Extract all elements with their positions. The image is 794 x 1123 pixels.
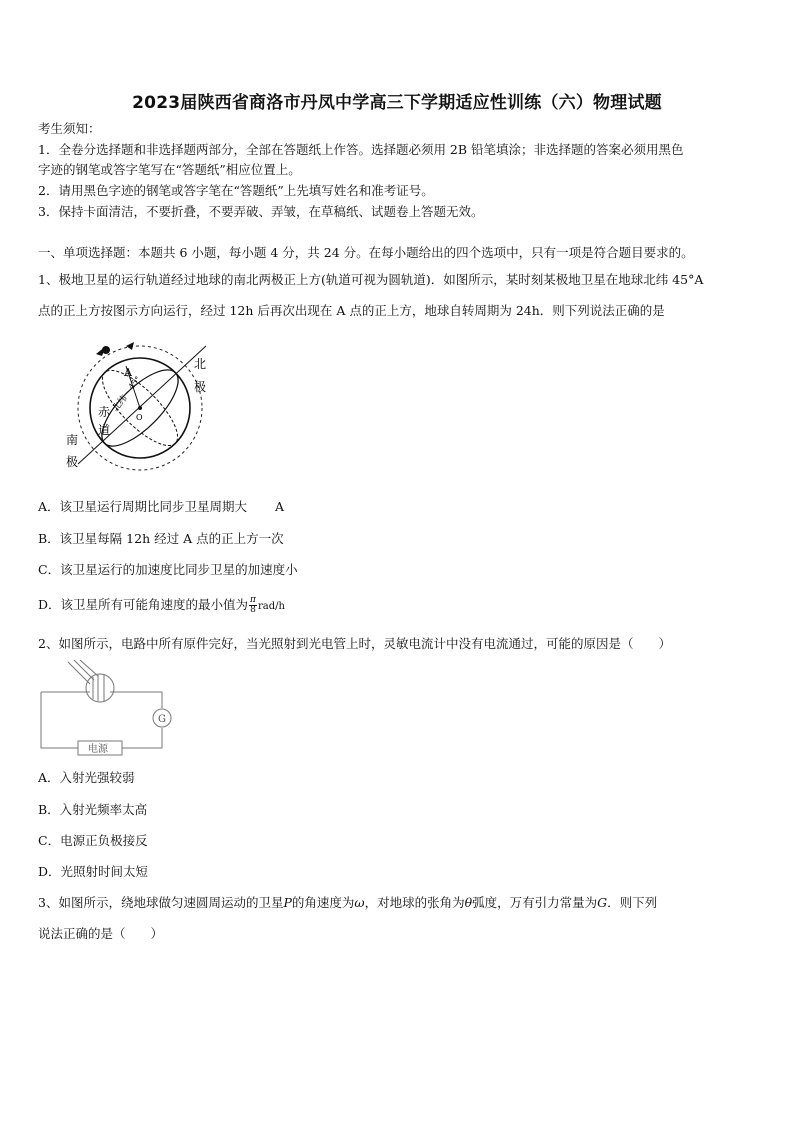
notice-item-1: 1．全卷分选择题和非选择题两部分，全部在答题纸上作答。选择题必须用 2B 铅笔填涂；非选择题的答案必须用黑色 bbox=[38, 142, 684, 157]
pi-over-8-fraction bbox=[249, 596, 257, 615]
page-title: 2023届陕西省商洛市丹凤中学高三下学期适应性训练（六）物理试题 bbox=[132, 93, 662, 113]
q3-stem-part-d: 弧度，万有引力常量为 bbox=[472, 895, 598, 910]
q3-stem-line1 bbox=[38, 895, 657, 911]
q3-stem-part-b: 的角速度为 bbox=[291, 895, 355, 910]
label-45: 45° bbox=[126, 374, 143, 392]
label-a: A bbox=[124, 366, 132, 379]
label-south-1: 南 bbox=[66, 433, 79, 447]
earth-rotation-arrow bbox=[126, 342, 134, 350]
symbol-omega: ω bbox=[354, 895, 365, 910]
notice-item-1-cont: 字迹的钢笔或答字笔写在“答题纸”相应位置上。 bbox=[38, 162, 301, 177]
notice-item-2: 2．请用黑色字迹的钢笔或答字笔在“答题纸”上先填写姓名和准考证号。 bbox=[38, 183, 434, 198]
phototube-circle bbox=[86, 674, 114, 702]
earth-center bbox=[138, 406, 142, 410]
polar-orbit-figure bbox=[56, 336, 222, 474]
wire-left bbox=[41, 692, 78, 748]
label-chi: 赤 bbox=[98, 405, 111, 419]
label-dao: 道 bbox=[98, 423, 111, 437]
q2-option-d: D．光照射时间太短 bbox=[38, 864, 149, 879]
symbol-g: G bbox=[597, 895, 608, 910]
q1-option-a bbox=[38, 499, 284, 515]
wire-right bbox=[122, 728, 162, 748]
notice-heading: 考生须知： bbox=[38, 121, 101, 136]
photoelectric-circuit-figure bbox=[38, 660, 176, 756]
q2-stem: 2、如图所示，电路中所有原件完好，当光照射到光电管上时，灵敏电流计中没有电流通过，可能的原因是（ ） bbox=[38, 636, 671, 651]
symbol-theta: θ bbox=[464, 895, 473, 910]
label-beiwei: 北纬 bbox=[110, 393, 130, 414]
wire-top-right bbox=[110, 692, 162, 708]
section-heading: 一、单项选择题：本题共 6 小题，每小题 4 分，共 24 分。在每小题给出的四个选项中，只有一项是符合题目要求的。 bbox=[38, 245, 694, 260]
q1-stem-line2: 点的正上方按图示方向运行，经过 12h 后再次出现在 A 点的正上方，地球自转周期为 24h．则下列说法正确的是 bbox=[38, 303, 665, 318]
label-north-1: 北 bbox=[194, 357, 207, 371]
symbol-p: P bbox=[283, 895, 292, 910]
unit-rad-per-hour: rad/h bbox=[257, 601, 285, 612]
q3-stem-part-c: ，对地球的张角为 bbox=[364, 895, 465, 910]
q1-option-d bbox=[38, 596, 285, 615]
q2-option-b: B．入射光频率太高 bbox=[38, 802, 148, 817]
source-label: 电源 bbox=[88, 744, 108, 755]
notice-item-3: 3．保持卡面清洁，不要折叠，不要弄破、弄皱，在草稿纸、试题卷上答题无效。 bbox=[38, 204, 484, 219]
galvanometer-label: G bbox=[158, 714, 166, 725]
q1-option-a-text: A．该卫星运行周期比同步卫星周期大 bbox=[38, 499, 248, 514]
label-o: O bbox=[136, 413, 143, 422]
q1-option-c: C．该卫星运行的加速度比同步卫星的加速度小 bbox=[38, 562, 298, 577]
q3-stem-part-e: ．则下列 bbox=[607, 895, 658, 910]
q3-stem-line2: 说法正确的是（ ） bbox=[38, 926, 164, 941]
label-north-2: 极 bbox=[194, 380, 207, 394]
label-south-2: 极 bbox=[66, 455, 79, 469]
fraction-denominator: 8 bbox=[250, 605, 256, 615]
q1-option-d-text: D．该卫星所有可能角速度的最小值为 bbox=[38, 597, 249, 612]
q3-stem-part-a: 3、如图所示，绕地球做匀速圆周运动的卫星 bbox=[38, 895, 284, 910]
q1-stem-line1: 1、极地卫星的运行轨道经过地球的南北两极正上方(轨道可视为圆轨道)．如图所示，某时刻某极地卫星在地球北纬 45°A bbox=[38, 272, 704, 287]
fraction-numerator: π bbox=[250, 595, 256, 605]
q1-option-a-mark: A bbox=[275, 499, 285, 514]
q2-option-a: A．入射光强较弱 bbox=[38, 770, 135, 785]
q1-option-b: B．该卫星每隔 12h 经过 A 点的正上方一次 bbox=[38, 531, 284, 546]
q2-option-c: C．电源正负极接反 bbox=[38, 833, 148, 848]
